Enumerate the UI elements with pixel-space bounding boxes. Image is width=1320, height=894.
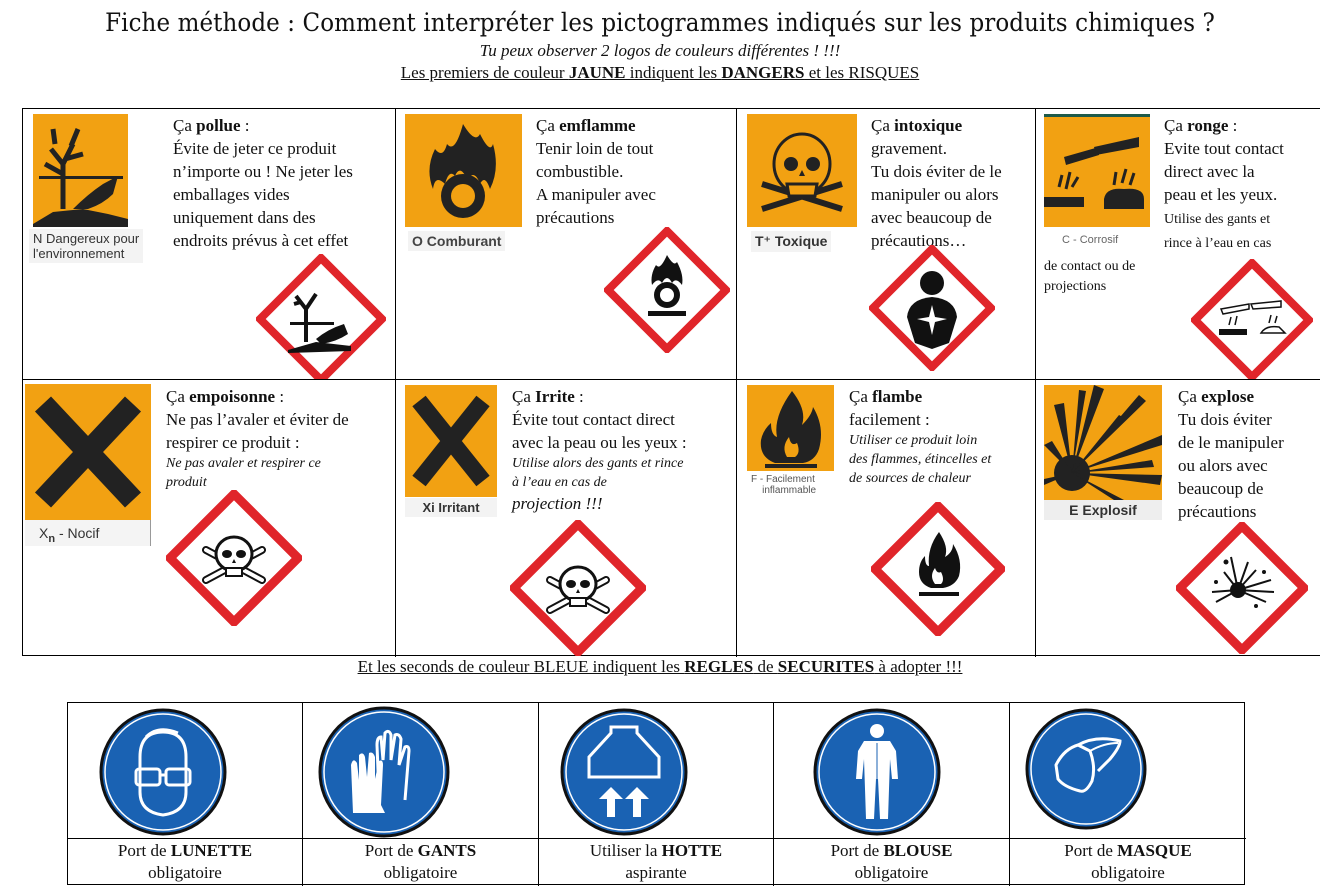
ghs-corrosive-icon <box>1191 259 1313 380</box>
hazard-cell-explosive <box>1036 380 1320 657</box>
fume-hood-icon <box>559 707 689 837</box>
page-title: Fiche méthode : Comment interpréter les pictogrammes indiqués sur les produits chimiques ? <box>105 8 1215 37</box>
hazard-cell-flammable <box>737 380 1036 657</box>
safety-cell-mask <box>1010 703 1246 886</box>
old-caption: N Dangereux pour l'environnement <box>29 229 143 263</box>
hazard-text: Ça intoxique gravement. Tu dois éviter de le manipuler ou alors avec beaucoup de précautions… <box>871 116 1002 250</box>
hazard-cell-oxidizer <box>396 109 737 380</box>
old-caption: E Explosif <box>1044 500 1162 520</box>
safety-label: Port de MASQUE obligatoire <box>1064 841 1192 882</box>
hazard-cell-harmful <box>23 380 396 657</box>
safety-table <box>67 702 1245 885</box>
safety-cell-goggles <box>68 703 303 886</box>
goggles-icon <box>98 707 228 837</box>
hazard-text: Ça flambe facilement : Utiliser ce produit loin des flammes, étincelles et de sources de chaleur <box>849 387 992 486</box>
safety-cell-gloves <box>303 703 539 886</box>
lab-coat-icon <box>812 707 942 837</box>
old-toxic-icon <box>747 114 857 227</box>
ghs-oxidizer-icon <box>604 227 730 353</box>
safety-label: Utiliser la HOTTE aspirante <box>589 841 723 882</box>
ghs-explosive-icon <box>1176 522 1308 654</box>
old-corrosive-icon <box>1044 114 1150 227</box>
safety-label: Port de BLOUSE obligatoire <box>830 841 953 882</box>
blue-intro: Et les seconds de couleur BLEUE indiquent les REGLES de SECURITES à adopter !!! <box>357 657 963 676</box>
hazard-text: Ça ronge : Evite tout contact direct avec la peau et les yeux. Utilise des gants et rince à l’eau en cas <box>1164 116 1284 251</box>
hazard-text-extra: de contact ou de projections <box>1044 259 1136 294</box>
old-caption: F - Facilement inflammable <box>747 472 834 498</box>
ghs-skull-crossbones-icon <box>166 490 302 626</box>
hazard-cell-environment <box>23 109 396 380</box>
safety-label: Port de LUNETTE obligatoire <box>117 841 253 882</box>
old-caption: O Comburant <box>408 231 505 251</box>
ghs-environment-icon <box>256 254 386 380</box>
hazard-text: Ça Irrite : Évite tout contact direct avec la peau ou les yeux : Utilise alors des gants et rince à l’eau en cas de projection !!! <box>512 387 687 513</box>
safety-cell-lab-coat <box>774 703 1010 886</box>
old-flammable-icon <box>747 385 834 471</box>
safety-cell-fume-hood <box>539 703 774 886</box>
safety-label: Port de GANTS obligatoire <box>364 841 477 882</box>
hazard-text: Ça empoisonne : Ne pas l’avaler et éviter de respirer ce produit : Ne pas avaler et respirer ce produit <box>166 387 349 490</box>
ghs-health-hazard-icon <box>869 245 995 371</box>
yellow-intro: Les premiers de couleur JAUNE indiquent les DANGERS et les RISQUES <box>400 63 920 82</box>
ghs-skull-crossbones-icon <box>510 520 646 656</box>
hazard-text: Ça explose Tu dois éviter de le manipuler ou alors avec beaucoup de précautions <box>1178 387 1284 521</box>
hazard-cell-irritant <box>396 380 737 657</box>
old-caption: $X_n$ - Nocif <box>25 520 151 546</box>
hazard-cell-toxic <box>737 109 1036 380</box>
page-subtitle: Tu peux observer 2 logos de couleurs différentes ! !!! <box>479 41 841 60</box>
old-caption: T⁺ Toxique <box>751 231 831 252</box>
old-caption: Xi Irritant <box>405 498 497 517</box>
old-oxidizer-icon <box>405 114 522 227</box>
gloves-icon <box>317 705 451 839</box>
old-irritant-icon <box>405 385 497 497</box>
hazard-text: Ça emflamme Tenir loin de tout combustible. A manipuler avec précautions <box>536 116 656 227</box>
old-explosive-icon <box>1044 385 1162 500</box>
hazard-cell-corrosive <box>1036 109 1320 380</box>
mask-icon <box>1024 707 1148 831</box>
hazard-text: Ça pollue : Évite de jeter ce produit n’importe ou ! Ne jeter les emballages vides uniquement dans des endroits prévus à cet effet <box>173 116 353 250</box>
old-caption: C - Corrosif <box>1058 232 1122 248</box>
ghs-flame-icon <box>871 502 1005 636</box>
old-harmful-icon <box>25 384 151 520</box>
hazard-grid <box>22 108 1320 656</box>
old-environment-icon <box>33 114 128 227</box>
